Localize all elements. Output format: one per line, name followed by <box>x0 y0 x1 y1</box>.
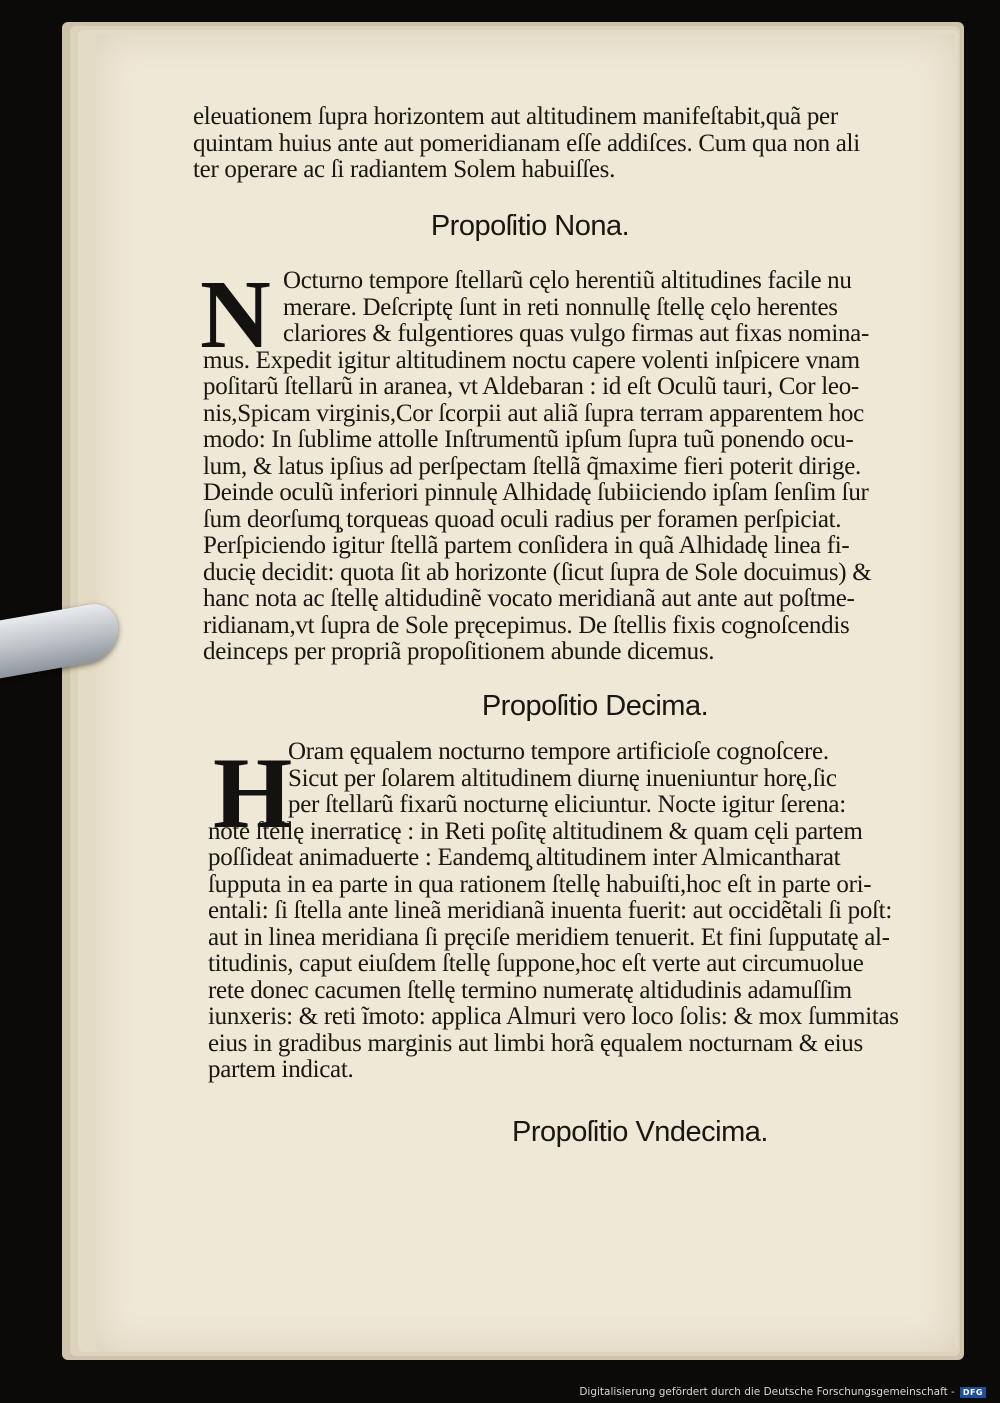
text-line: Oram ęqualem nocturno tempore artificioſe cognoſcere. <box>288 738 829 765</box>
intro-paragraph <box>193 104 860 184</box>
text-line: merare. Deſcriptę ſunt in reti nonnullę ſtellę cęlo herentes <box>283 293 838 321</box>
footer-credit <box>579 1383 986 1401</box>
text-line: clariores & fulgentiores quas vulgo firmas aut fixas nomina- <box>283 320 870 347</box>
text-line: note ſtellę inerraticę : in Reti poſitę altitudinem & quam cęli partem <box>208 817 863 845</box>
text-line: Octurno tempore ſtellarũ cęlo herentiũ altitudines facile nu <box>283 267 852 294</box>
text-line: eleuationem ſupra horizontem aut altitudinem manifeſtabit,quã per <box>193 103 838 130</box>
heading-propositio-decima: Propoſitio Decima. <box>481 690 709 722</box>
text-line: Perſpiciendo igitur ſtellã partem conſidera in quã Alhidadę linea fi- <box>203 532 850 559</box>
text-line: ſupputa in ea parte in qua rationem ſtellę habuiſti,hoc eſt in parte ori- <box>208 870 872 898</box>
text-line: Deinde oculũ inferiori pinnulę Alhidadę ſubiiciendo ipſam ſenſim ſur <box>203 479 869 506</box>
drop-cap-h: H <box>213 737 293 850</box>
text-line: per ſtellarũ fixarũ nocturnę eliciuntur. Nocte igitur ſerena: <box>288 791 846 818</box>
text-line: iunxeris: & reti ĩmoto: applica Almuri vero loco ſolis: & mox ſummitas <box>208 1003 899 1030</box>
text-line: eius in gradibus marginis aut limbi horã ęqualem nocturnam & eius <box>208 1029 863 1057</box>
text-line: partem indicat. <box>208 1056 354 1083</box>
text-line: deinceps per propriã propoſitionem abunde dicemus. <box>203 638 715 665</box>
text-line: Sicut per ſolarem altitudinem diurnę inueniuntur horę,ſic <box>288 764 837 792</box>
text-line: ter operare ac ſi radiantem Solem habuiſſes. <box>193 156 616 183</box>
text-line: rete donec cacumen ſtellę termino numeratę altidudinis adamuſſim <box>208 976 852 1004</box>
dfg-logo: DFG <box>960 1387 986 1398</box>
footer-text: Digitalisierung gefördert durch die Deutsche Forschungsgemeinschaft - <box>579 1386 955 1398</box>
propositio-decima-text <box>208 739 899 1084</box>
text-line: mus. Expedit igitur altitudinem noctu capere volenti inſpicere vnam <box>203 346 860 374</box>
text-line: aut in linea meridiana ſi pręciſe meridiem tenuerit. Et fini ſupputatę al- <box>208 923 890 951</box>
propositio-nona-text <box>203 268 871 666</box>
heading-propositio-nona: Propoſitio Nona. <box>430 210 630 242</box>
text-line: ducię decidit: quota ſit ab horizonte (ſicut ſupra de Sole docuimus) & <box>203 558 872 586</box>
text-line: entali: ſi ſtella ante lineã meridianã inuenta fuerit: aut occidẽtali ſi poſt: <box>208 897 892 924</box>
text-line: ſum deorſumq̧ torqueas quoad oculi radius per foramen perſpiciat. <box>203 505 842 533</box>
text-line: nis,Spicam virginis,Cor ſcorpii aut aliã ſupra terram apparentem hoc <box>203 399 864 427</box>
text-line: hanc nota ac ſtellę altidudinẽ vocato meridianã aut ante aut poſtme- <box>203 585 855 612</box>
heading-propositio-undecima: Propoſitio Vndecima. <box>512 1116 768 1148</box>
text-line: titudinis, caput eiuſdem ſtellę ſuppone,hoc eſt verte aut circumuolue <box>208 950 864 977</box>
text-line: poſitarũ ſtellarũ in aranea, vt Aldebaran : id eſt Oculũ tauri, Cor leo- <box>203 373 859 400</box>
drop-cap-n: N <box>200 261 271 369</box>
text-line: modo: In ſublime attolle Inſtrumentũ ipſum ſupra tuũ ponendo ocu- <box>203 426 854 453</box>
text-line: quintam huius ante aut pomeridianam eſſe addiſces. Cum qua non ali <box>193 129 860 157</box>
text-line: ridianam,vt ſupra de Sole pręcepimus. De ſtellis fixis cognoſcendis <box>203 611 850 639</box>
text-line: poſſideat animaduerte : Eandemq̧ altitudinem inter Almicantharat <box>208 844 841 871</box>
text-line: lum, & latus ipſius ad perſpectam ſtellã q̃maxime fieri poterit dirige. <box>203 452 861 480</box>
